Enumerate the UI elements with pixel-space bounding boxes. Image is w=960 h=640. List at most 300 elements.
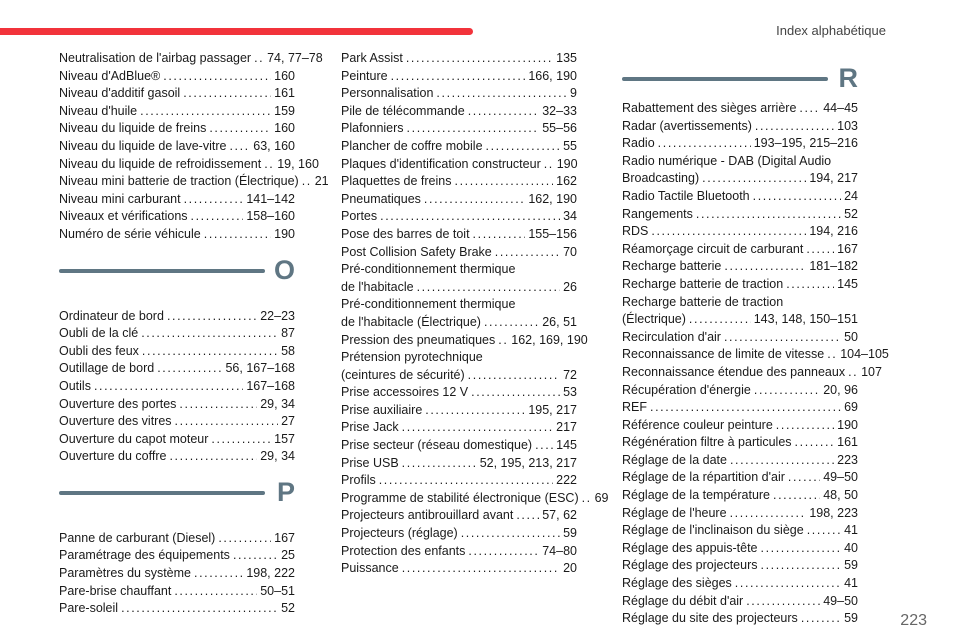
index-entry-pages: 158–160 [246,209,295,224]
index-entry-name: REF [622,400,647,415]
index-entry-pages: 9 [570,86,577,101]
dot-leader [211,431,271,449]
index-entry [622,311,858,329]
index-entry-name: Récupération d'énergie [622,382,751,397]
index-entry [622,206,858,224]
index-entry [622,258,858,276]
index-entry-pages: 59 [844,611,858,626]
index-entry [341,68,577,86]
index-entry-name: Recharge batterie de traction [622,276,784,291]
index-entry-pages: 29, 34 [260,449,295,464]
entries-r [622,100,889,628]
index-entry-name: Plaques d'identification constructeur [341,156,541,171]
index-entry-pages: 145 [556,438,577,453]
index-entry [341,560,577,578]
index-entry [59,583,295,601]
index-entry [59,431,295,449]
index-entry-pages: 135 [556,51,577,65]
dot-leader [468,543,539,561]
index-entry-name: Radio [622,136,655,151]
index-entry-name: Projecteurs antibrouillard avant [341,508,514,523]
index-entry-pages: 161 [274,86,295,101]
index-entry [622,223,858,241]
index-entry [341,208,577,226]
index-entry-line: Pré-conditionnement thermique [341,297,516,312]
index-entry [341,120,577,138]
index-entry [59,120,295,138]
index-entry [59,68,295,86]
index-entry-pages: 50 [844,329,858,344]
dot-leader [140,103,271,121]
index-entry-pages: 55–56 [542,121,577,136]
dot-leader [702,170,806,188]
entries-p [59,530,295,618]
index-entry-name: Prise secteur (réseau domestique) [341,438,533,453]
dot-leader [407,120,540,138]
dot-leader [471,384,560,402]
index-entry-name: Reconnaissance étendue des panneaux [622,364,846,379]
index-entry-pages: 49–50 [823,470,858,485]
index-entry [622,610,858,628]
index-entry-name: Neutralisation de l'airbag passager [59,51,252,65]
index-entry-pages: 107 [861,364,882,379]
index-entry-name: Régénération filtre à particules [622,435,792,450]
index-entry-pages: 195, 217 [528,402,577,417]
dot-leader [425,402,525,420]
index-entry [622,434,858,452]
index-entry [341,50,577,68]
index-entry-pages: 21 [314,174,329,189]
index-entry-name: Post Collision Safety Brake [341,244,492,259]
index-entry-pages: 74–80 [542,543,577,558]
index-entry [341,314,577,332]
index-entry [59,173,329,191]
index-entry-name: Outils [59,378,91,393]
index-entry [59,396,295,414]
index-entry-name: Pile de télécommande [341,103,465,118]
dot-leader [436,85,567,103]
dot-leader [801,610,841,628]
dot-leader [495,244,560,262]
index-entry-name: Réglage de l'inclinaison du siège [622,523,804,538]
index-entry [622,100,858,118]
dot-leader [402,560,560,578]
index-entry-name: Recharge batterie [622,259,722,274]
index-entry-name: Ouverture du coffre [59,449,167,464]
index-entry-pages: 27 [281,414,295,429]
index-entry-pages: 222 [556,473,577,488]
index-entry [59,226,295,244]
dot-leader [194,565,243,583]
index-entry-pages: 69 [594,490,609,505]
section-letter-o: O [273,254,295,285]
index-entry [622,364,882,382]
entries-p-continued [341,50,609,578]
entries-n [59,50,329,244]
index-entry [59,103,295,121]
dot-leader [761,540,842,558]
index-entry [622,382,858,400]
index-entry-name: Oubli des feux [59,343,139,358]
dot-leader [163,68,271,86]
index-entry [622,487,858,505]
index-entry-pages: 155–156 [528,226,577,241]
index-entry-name: Réglage des appuis-tête [622,540,758,555]
index-entry [59,360,295,378]
index-column-2 [341,50,609,578]
index-entry-pages: 63, 160 [253,138,295,153]
index-entry [341,156,577,174]
index-entry-name: Paramètres du système [59,566,191,581]
section-header-o [59,256,295,308]
index-entry-pages: 157 [274,431,295,446]
dot-leader [724,258,806,276]
index-entry-name: Niveau du liquide de freins [59,121,207,136]
index-entry-name: Projecteurs (réglage) [341,526,458,541]
dot-leader [754,382,820,400]
index-entry-pages: 48, 50 [823,488,858,503]
dot-leader [650,399,841,417]
dot-leader [799,100,820,118]
index-entry-name: Plancher de coffre mobile [341,138,483,153]
index-entry-pages: 70 [563,244,577,259]
dot-leader [402,419,553,437]
index-entry-pages: 22–23 [260,308,295,323]
index-entry [59,156,319,174]
dot-leader [184,191,244,209]
index-entry-name: Niveau du liquide de refroidissement [59,156,262,171]
index-entry [341,490,609,508]
dot-leader [391,68,526,86]
index-entry-pages: 143, 148, 150–151 [753,312,858,327]
index-entry-pages: 198, 223 [809,505,858,520]
section-header-p [59,478,295,530]
index-entry-pages: 25 [281,548,295,563]
dot-leader [233,547,278,565]
dot-leader [379,472,553,490]
dot-leader [142,343,278,361]
index-entry-line: Prétension pyrotechnique [341,350,483,365]
index-entry-name: Prise auxiliaire [341,402,423,417]
index-entry-name: Réglage du site des projecteurs [622,611,798,626]
index-entry [59,138,295,156]
index-entry-pages: 52 [844,206,858,221]
index-entry-name: Panne de carburant (Diesel) [59,530,216,545]
dot-leader [776,417,834,435]
index-entry-name: Rangements [622,206,693,221]
dot-leader [724,329,841,347]
index-entry-name: Protection des enfants [341,543,466,558]
index-entry-pages: 217 [556,420,577,435]
dot-leader [535,437,553,455]
dot-leader [795,434,835,452]
index-entry-name: (ceintures de sécurité) [341,367,465,382]
section-divider [59,491,265,495]
dot-leader [167,308,257,326]
index-entry-name: Prise USB [341,455,399,470]
index-entry-pages: 32–33 [542,103,577,118]
index-entry-pages: 167 [837,241,858,256]
index-entry-name: Rabattement des sièges arrière [622,101,797,115]
index-entry-name: Paramétrage des équipements [59,548,230,563]
index-entry [622,505,858,523]
index-entry-name: Prise Jack [341,420,399,435]
index-entry [622,188,858,206]
index-entry [622,452,858,470]
index-entry [622,170,858,188]
dot-leader [651,223,806,241]
index-entry-pages: 162, 169, 190 [511,332,588,347]
index-entry-pages: 50–51 [260,583,295,598]
index-entry-name: Réglage des sièges [622,576,732,591]
index-entry-name: Pose des barres de toit [341,226,470,241]
index-entry-pages: 41 [844,576,858,591]
index-entry [59,325,295,343]
index-entry-name: Oubli de la clé [59,326,139,341]
index-entry-name: Profils [341,473,376,488]
index-entry-pages: 20, 96 [823,382,858,397]
index-entry [622,557,858,575]
index-entry-pages: 53 [563,385,577,400]
dot-leader [406,50,553,68]
index-entry-name: Niveaux et vérifications [59,209,188,224]
index-entry-pages: 52, 195, 213, 217 [479,455,577,470]
index-entry-pages: 159 [274,103,295,118]
index-entry-name: de l'habitacle [341,279,414,294]
index-entry-name: Recirculation d'air [622,329,721,344]
index-entry-name: Outillage de bord [59,361,155,376]
dot-leader [468,367,560,385]
index-entry [59,308,295,326]
dot-leader [204,226,271,244]
index-entry-name: Prise accessoires 12 V [341,385,469,400]
index-entry-name: Broadcasting) [622,171,700,186]
dot-leader [209,120,271,138]
dot-leader [455,173,554,191]
dot-leader [94,378,243,396]
index-entry-pages: 41 [844,523,858,538]
index-entry-name: Pare-soleil [59,601,119,616]
section-divider [622,77,828,81]
index-entry-pages: 59 [844,558,858,573]
index-entry-pages: 74, 77–78 [267,51,323,65]
index-entry [59,530,295,548]
dot-leader [461,525,560,543]
index-entry-line: Radio numérique - DAB (Digital Audio [622,153,832,168]
index-entry [341,419,577,437]
index-entry [341,402,577,420]
index-entry-pages: 162, 190 [528,191,577,206]
index-entry [59,413,295,431]
index-entry [341,472,577,490]
index-entry-name: Pare-brise chauffant [59,583,172,598]
index-entry-pages: 166, 190 [528,68,577,83]
index-entry-pages: 103 [837,118,858,133]
index-entry-pages: 223 [837,452,858,467]
index-entry-name: Radar (avertissements) [622,118,752,133]
index-entry [59,448,295,466]
index-entry-name: (Électrique) [622,312,686,327]
dot-leader [689,311,751,329]
index-entry-name: Ouverture du capot moteur [59,431,209,446]
index-entry [59,50,323,68]
index-entry-pages: 167–168 [246,378,295,393]
dot-leader [473,226,526,244]
dot-leader [544,156,554,174]
index-entry-name: Réglage de l'heure [622,505,727,520]
index-entry [341,138,577,156]
index-entry [341,437,577,455]
index-entry [341,103,577,121]
dot-leader [229,138,250,156]
index-entry-name: Plaquettes de freins [341,174,452,189]
index-entry-pages: 24 [844,188,858,203]
index-entry-name: Niveau d'additif gasoil [59,86,181,101]
index-entry [622,469,858,487]
index-entry-name: Reconnaissance de limite de vitesse [622,347,825,362]
dot-leader [484,314,539,332]
dot-leader [730,505,807,523]
index-entry [622,135,858,153]
index-entry-pages: 160 [274,121,295,136]
index-entry-name: Ordinateur de bord [59,308,164,323]
dot-leader [402,455,477,473]
index-entry-pages: 104–105 [840,347,889,362]
dot-leader [827,346,837,364]
index-entry [59,191,295,209]
index-entry [622,346,889,364]
index-entry-pages: 55 [563,138,577,153]
dot-leader [498,332,508,350]
index-entry [341,191,577,209]
section-letter-r: R [838,63,858,93]
index-entry-name: Pression des pneumatiques [341,332,496,347]
page-header-title: Index alphabétique [776,23,886,38]
header-accent-bar [0,28,473,35]
dot-leader [786,276,834,294]
dot-leader [773,487,820,505]
section-letter-p: P [276,476,295,507]
index-entry-name: Ouverture des vitres [59,414,172,429]
index-entry-pages: 190 [274,226,295,241]
index-entry-pages: 145 [837,276,858,291]
index-entry-name: Peinture [341,68,388,83]
dot-leader [658,135,751,153]
dot-leader [157,360,222,378]
index-entry-pages: 56, 167–168 [225,361,295,376]
index-entry-pages: 162 [556,174,577,189]
dot-leader [175,413,279,431]
section-divider [59,269,265,273]
index-column-1 [59,50,329,618]
index-entry-name: Puissance [341,561,399,576]
index-entry [341,279,577,297]
index-entry-pages: 59 [563,526,577,541]
index-entry-pages: 87 [281,326,295,341]
index-entry-pages: 160 [274,68,295,83]
index-entry [341,244,577,262]
dot-leader [848,364,858,382]
dot-leader [183,85,271,103]
dot-leader [516,507,539,525]
dot-leader [746,593,820,611]
index-entry-name: Programme de stabilité électronique (ESC) [341,490,579,505]
index-entry [622,276,858,294]
index-entry-name: Radio Tactile Bluetooth [622,188,750,203]
index-entry [341,384,577,402]
dot-leader [380,208,560,226]
index-entry [622,417,858,435]
index-entry [59,85,295,103]
page-number: 223 [900,612,927,629]
index-entry-name: Portes [341,209,378,224]
index-entry-pages: 190 [837,417,858,432]
dot-leader [696,206,841,224]
index-entry-pages: 20 [563,561,577,576]
index-entry-pages: 34 [563,209,577,224]
index-entry-name: Réglage de la température [622,488,771,503]
index-column-3 [622,63,889,628]
dot-leader [735,575,841,593]
index-entry-name: Référence couleur peinture [622,417,773,432]
index-entry [341,332,588,350]
dot-leader [302,173,312,191]
dot-leader [121,600,278,618]
index-entry-pages: 19, 160 [277,156,319,171]
index-entry-pages: 194, 217 [809,171,858,186]
index-entry [59,600,295,618]
index-entry-pages: 26, 51 [542,314,577,329]
dot-leader [468,103,540,121]
index-entry-pages: 198, 222 [246,566,295,581]
index-entry [341,367,577,385]
dot-leader [424,191,525,209]
index-entry-pages: 141–142 [246,191,295,206]
index-entry-pages: 167 [274,530,295,545]
section-header-r [622,64,858,100]
dot-leader [730,452,834,470]
index-entry-pages: 52 [281,601,295,616]
index-entry [341,226,577,244]
index-entry [59,565,295,583]
index-entry-pages: 194, 216 [809,224,858,239]
index-entry-pages: 69 [844,400,858,415]
index-entry [622,575,858,593]
index-entry-name: Niveau du liquide de lave-vitre [59,138,227,153]
index-entry [622,540,858,558]
index-entry [622,593,858,611]
dot-leader [417,279,561,297]
dot-leader [218,530,271,548]
index-entry-name: Réglage de la date [622,452,727,467]
dot-leader [174,583,257,601]
index-entry [622,329,858,347]
index-entry-name: Numéro de série véhicule [59,226,201,241]
index-entry [622,118,858,136]
index-entry-name: Réglage du débit d'air [622,593,744,608]
dot-leader [264,156,274,174]
index-entry-name: RDS [622,224,649,239]
dot-leader [761,557,842,575]
index-entry-name: de l'habitacle (Électrique) [341,314,481,329]
dot-leader [788,469,820,487]
index-entry-name: Personnalisation [341,86,434,101]
index-entry-pages: 58 [281,343,295,358]
index-entry [622,241,858,259]
index-entry-name: Ouverture des portes [59,396,177,411]
index-entry-name: Pneumatiques [341,191,421,206]
index-entry-name: Park Assist [341,51,403,65]
